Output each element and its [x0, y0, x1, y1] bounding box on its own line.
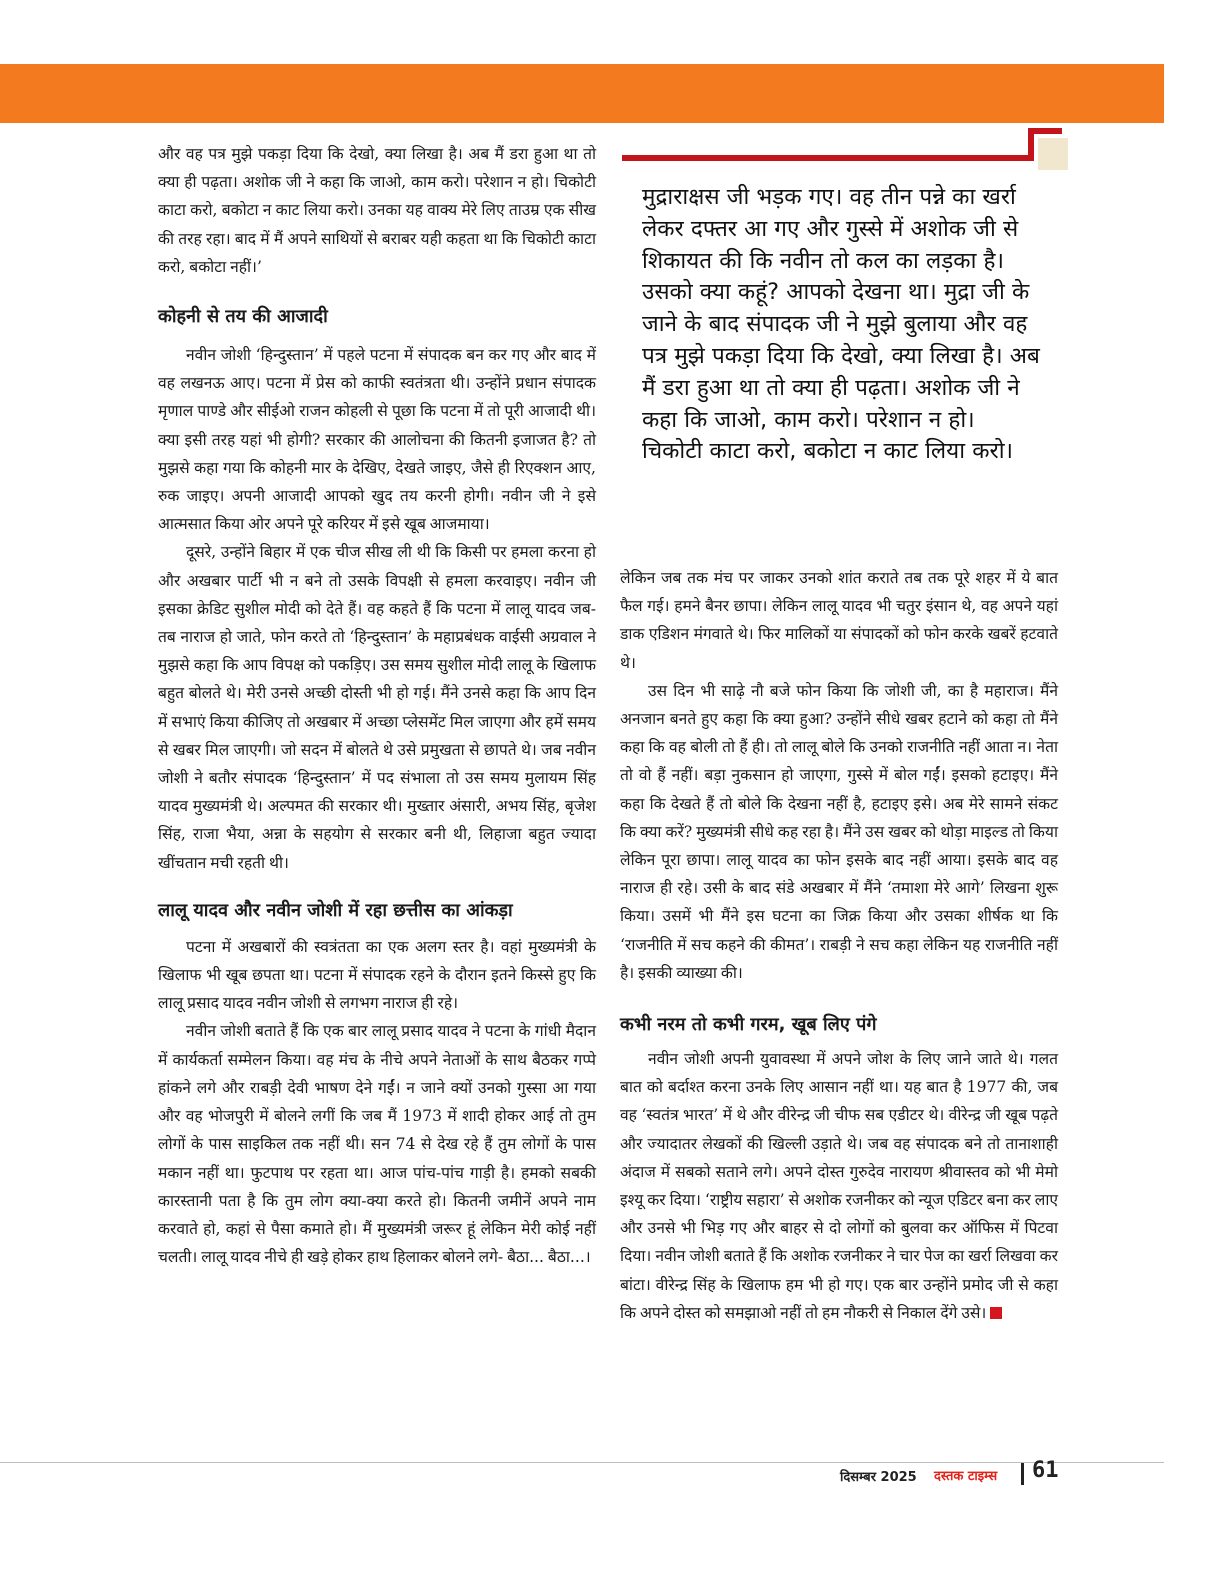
left-paragraph-4: पटना में अखबारों की स्वत्रंतता का एक अलग स्तर है। वहां मुख्यमंत्री के खिलाफ भी खूब छपता था। पटना में संपादक रहने के दौरान इतने किस्से हुए कि लालू प्रसाद यादव नवीन जोशी से लगभग नाराज ही रहे।: [158, 937, 596, 1013]
subheading-kohni: कोहनी से तय की आजादी: [158, 306, 328, 328]
left-paragraph-2: नवीन जोशी ‘हिन्दुस्तान’ में पहले पटना में संपादक बन कर गए और बाद में वह लखनऊ आए। पटना में प्रेस को काफी स्वतंत्रता थी। उन्होंने प्रधान संपादक मृणाल पाण्डे और सीईओ राजन कोहली से पूछा कि पटना में तो पूरी आजादी थी। क्या इसी तरह यहां भी होगी? सरकार की आलोचना की कितनी इजाजत है? तो मुझसे कहा गया कि कोहनी मार के देखिए, देखते जाइए, जैसे ही रिएक्शन आए, रुक जाइए। अपनी आजादी आपको खुद तय करनी होगी। नवीन जी ने इसे आत्मसात किया ओर अपने पूरे करियर में इसे खूब आजमाया।: [158, 346, 596, 534]
pullquote-rule: [622, 155, 1034, 161]
right-paragraph-3: [620, 1045, 1058, 1327]
pullquote-corner-square: [1038, 138, 1068, 170]
page-number: 61: [1032, 1458, 1059, 1483]
footer-separator: [1021, 1463, 1024, 1485]
footer-rule: [0, 1462, 1164, 1463]
right-paragraph-1: लेकिन जब तक मंच पर जाकर उनको शांत कराते तब तक पूरे शहर में ये बात फैल गई। हमने बैनर छापा। लेकिन लालू यादव भी चतुर इंसान थे, वह अपने यहां डाक एडिशन मंगवाते थे। फिर मालिकों या संपादकों को फोन करके खबरें हटवाते थे।: [620, 569, 1058, 672]
right-paragraph-3-text: नवीन जोशी अपनी युवावस्था में अपने जोश के लिए जाने जाते थे। गलत बात को बर्दाश्त करना उनके लिए आसान नहीं था। यह बात है 1977 की, जब वह ‘स्वतंत्र भारत’ में थे और वीरेन्द्र जी चीफ सब एडीटर थे। वीरेन्द्र जी खूब पढ़ते और ज्यादातर लेखकों की खिल्ली उड़ाते थे। जब वह संपादक बने तो तानाशाही अंदाज में सबको सताने लगे। अपने दोस्त गुरुदेव नारायण श्रीवास्तव को भी मेमो इश्यू कर दिया। ‘राष्ट्रीय सहारा’ से अशोक रजनीकर को न्यूज एडिटर बना कर लाए और उनसे भी भिड़ गए और बाहर से दो लोगों को बुलवा कर ऑफिस में पिटवा दिया। नवीन जोशी बताते हैं कि अशोक रजनीकर ने चार पेज का खर्रा लिखवा कर बांटा। वीरेन्द्र सिंह के खिलाफ हम भी हो गए। एक बार उन्होंने प्रमोद जी से कहा कि अपने दोस्त को समझाओ नहीं तो हम नौकरी से निकाल देंगे उसे।: [620, 1050, 1058, 1322]
footer-date: दिसम्बर 2025: [840, 1470, 917, 1485]
header-color-band: [0, 64, 1164, 123]
pullquote-corner-top: [1028, 128, 1062, 134]
subheading-naram-garam: कभी नरम तो कभी गरम, खूब लिए पंगे: [620, 1014, 877, 1036]
left-column: [158, 140, 596, 1271]
end-square-icon: [990, 1307, 1002, 1319]
left-paragraph-3: दूसरे, उन्होंने बिहार में एक चीज सीख ली थी कि किसी पर हमला करना हो और अखबार पार्टी भी न बने तो उसके विपक्षी से हमला करवाइए। नवीन जी इसका क्रेडिट सुशील मोदी को देते हैं। वह कहते हैं कि पटना में लालू यादव जब-तब नाराज हो जाते, फोन करते तो ‘हिन्दुस्तान’ के महाप्रबंधक वाईसी अग्रवाल ने मुझसे कहा कि आप विपक्ष को पकड़िए। उस समय सुशील मोदी लालू के खिलाफ बहुत बोलते थे। मेरी उनसे अच्छी दोस्ती भी हो गई। मैंने उनसे कहा कि आप दिन में सभाएं किया कीजिए तो अखबार में अच्छा प्लेसमेंट मिल जाएगा और हमें समय से खबर मिल जाएगी। जो सदन में बोलते थे उसे प्रमुखता से छापते थे। जब नवीन जोशी ने बतौर संपादक ‘हिन्दुस्तान’ में पद संभाला तो उस समय मुलायम सिंह यादव मुख्यमंत्री थे। अल्पमत की सरकार थी। मुख्तार अंसारी, अभय सिंह, बृजेश सिंह, राजा भैया, अन्ना के सहयोग से सरकार बनी थी, लिहाजा बहुत ज्यादा खींचतान मची रहती थी।: [158, 543, 596, 872]
footer-brand-logo: दस्तक टाइम्स: [934, 1469, 998, 1484]
left-paragraph-1: और वह पत्र मुझे पकड़ा दिया कि देखो, क्या लिखा है। अब मैं डरा हुआ था तो क्या ही पढ़ता। अशोक जी ने कहा कि जाओ, काम करो। परेशान न हो। चिकोटी काटा करो, बकोटा न काट लिया करो। उनका यह वाक्य मेरे लिए ताउम्र एक सीख की तरह रहा। बाद में मैं अपने साथियों से बराबर यही कहता था कि चिकोटी काटा करो, बकोटा नहीं।’: [158, 145, 596, 276]
right-paragraph-2: उस दिन भी साढ़े नौ बजे फोन किया कि जोशी जी, का है महाराज। मैंने अनजान बनते हुए कहा कि क्या हुआ? उन्होंने सीधे खबर हटाने को कहा तो मैंने कहा कि वह बोली तो हैं ही। तो लालू बोले कि उनको राजनीति नहीं आता न। नेता तो वो हैं नहीं। बड़ा नुकसान हो जाएगा, गुस्से में बोल गईं। इसको हटाइए। मैंने कहा कि देखते हैं तो बोले कि देखना नहीं है, हटाइए इसे। अब मेरे सामने संकट कि क्या करें? मुख्यमंत्री सीधे कह रहा है। मैंने उस खबर को थोड़ा माइल्ड तो किया लेकिन पूरा छापा। लालू यादव का फोन इसके बाद नहीं आया। इसके बाद वह नाराज ही रहे। उसी के बाद संडे अखबार में मैंने ‘तमाशा मेरे आगे’ लिखना शुरू किया। उसमें भी मैंने इस घटना का जिक्र किया और उसका शीर्षक था कि ‘राजनीति में सच कहने की कीमत’। राबड़ी ने सच कहा लेकिन यह राजनीति नहीं है। इसकी व्याख्या की।: [620, 681, 1058, 982]
right-column: [620, 564, 1058, 1327]
pullquote: मुद्राराक्षस जी भड़क गए। वह तीन पन्ने का खर्रा लेकर दफ्तर आ गए और गुस्से में अशोक जी से शिकायत की कि नवीन तो कल का लड़का है। उसको क्या कहूं? आपको देखना था। मुद्रा जी के जाने के बाद संपादक जी ने मुझे बुलाया और वह पत्र मुझे पकड़ा दिया कि देखो, क्या लिखा है। अब मैं डरा हुआ था तो क्या ही पढ़ता। अशोक जी ने कहा कि जाओ, काम करो। परेशान न हो। चिकोटी काटा करो, बकोटा न काट लिया करो।: [642, 184, 1040, 465]
subheading-lalu: लालू यादव और नवीन जोशी में रहा छत्तीस का आंकड़ा: [158, 899, 513, 921]
left-paragraph-5: नवीन जोशी बताते हैं कि एक बार लालू प्रसाद यादव ने पटना के गांधी मैदान में कार्यकर्ता सम्मेलन किया। वह मंच के नीचे अपने नेताओं के साथ बैठकर गप्पे हांकने लगे और राबड़ी देवी भाषण देने गईं। न जाने क्यों उनको गुस्सा आ गया और वह भोजपुरी में बोलने लगीं कि जब मैं 1973 में शादी होकर आई तो तुम लोगों के पास साइकिल तक नहीं थी। सन 74 से देख रहे हैं तुम लोगों के पास मकान नहीं था। फुटपाथ पर रहता था। आज पांच-पांच गाड़ी है। हमको सबकी कारस्तानी पता है कि तुम लोग क्या-क्या करते हो। कितनी जमीनें अपने नाम करवाते हो, कहां से पैसा कमाते हो। मैं मुख्यमंत्री जरूर हूं लेकिन मेरी कोई नहीं चलती। लालू यादव नीचे ही खड़े होकर हाथ हिलाकर बोलने लगे- बैठा... बैठा...।: [158, 1022, 596, 1267]
